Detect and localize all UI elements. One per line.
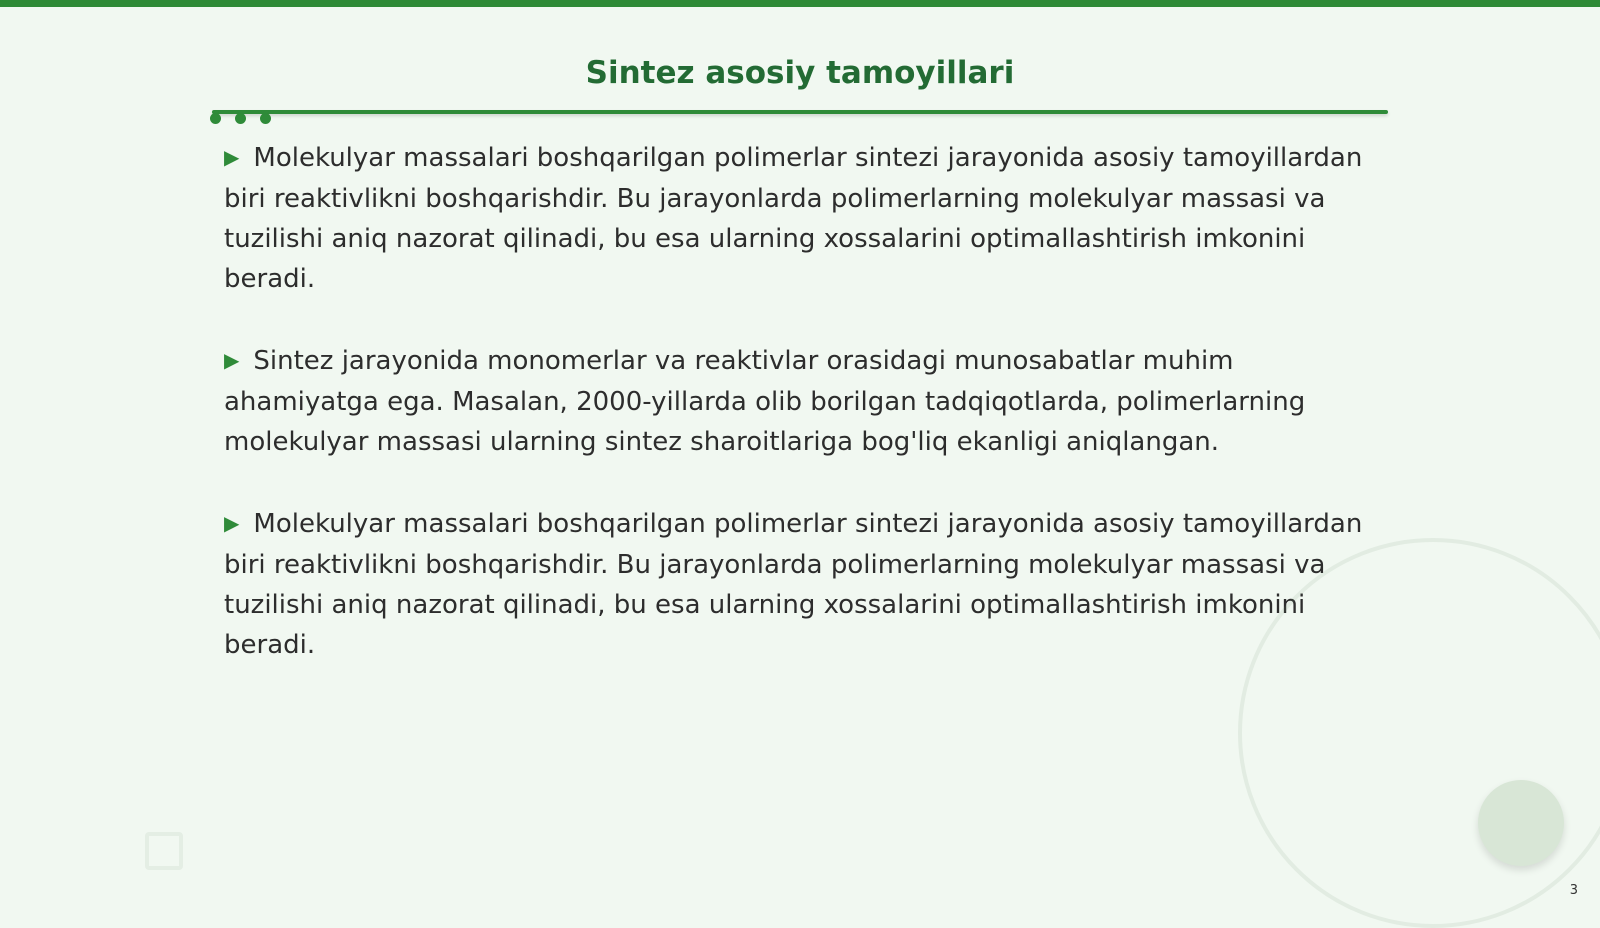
decorative-square xyxy=(145,832,183,870)
slide-title: Sintez asosiy tamoyillari xyxy=(585,55,1015,91)
bullet-paragraph xyxy=(224,138,1374,299)
divider-dot xyxy=(260,113,271,124)
decorative-ring xyxy=(1238,538,1600,928)
page-number: 3 xyxy=(1569,883,1578,898)
paragraph-text: Molekulyar massalari boshqarilgan polimerlar sintezi jarayonida asosiy tamoyillardan biri reaktivlikni boshqarishdir. Bu jarayonlarda polimerlarning molekulyar massasi va tuzilishi aniq nazorat qilinadi, bu esa ularning xossalarini optimallashtirish imkonini beradi. xyxy=(224,509,1363,660)
divider-dot xyxy=(210,113,221,124)
bullet-paragraph xyxy=(224,341,1374,462)
triangle-right-icon: ▶ xyxy=(224,145,240,169)
triangle-right-icon: ▶ xyxy=(224,348,240,372)
title-divider xyxy=(212,110,1388,114)
paragraph-text: Molekulyar massalari boshqarilgan polimerlar sintezi jarayonida asosiy tamoyillardan biri reaktivlikni boshqarishdir. Bu jarayonlarda polimerlarning molekulyar massasi va tuzilishi aniq nazorat qilinadi, bu esa ularning xossalarini optimallashtirish imkonini beradi. xyxy=(224,143,1363,294)
paragraph-text: Sintez jarayonida monomerlar va reaktivlar orasidagi munosabatlar muhim ahamiyatga ega. Masalan, 2000-yillarda olib borilgan tadqiqotlarda, polimerlarning molekulyar massasi ularning sintez sharoitlariga bog'liq ekanligi aniqlangan. xyxy=(224,346,1306,457)
decorative-circle xyxy=(1478,780,1564,866)
slide-body xyxy=(224,138,1374,707)
bullet-paragraph xyxy=(224,504,1374,665)
top-accent-bar xyxy=(0,0,1600,7)
divider-dot xyxy=(235,113,246,124)
triangle-right-icon: ▶ xyxy=(224,511,240,535)
